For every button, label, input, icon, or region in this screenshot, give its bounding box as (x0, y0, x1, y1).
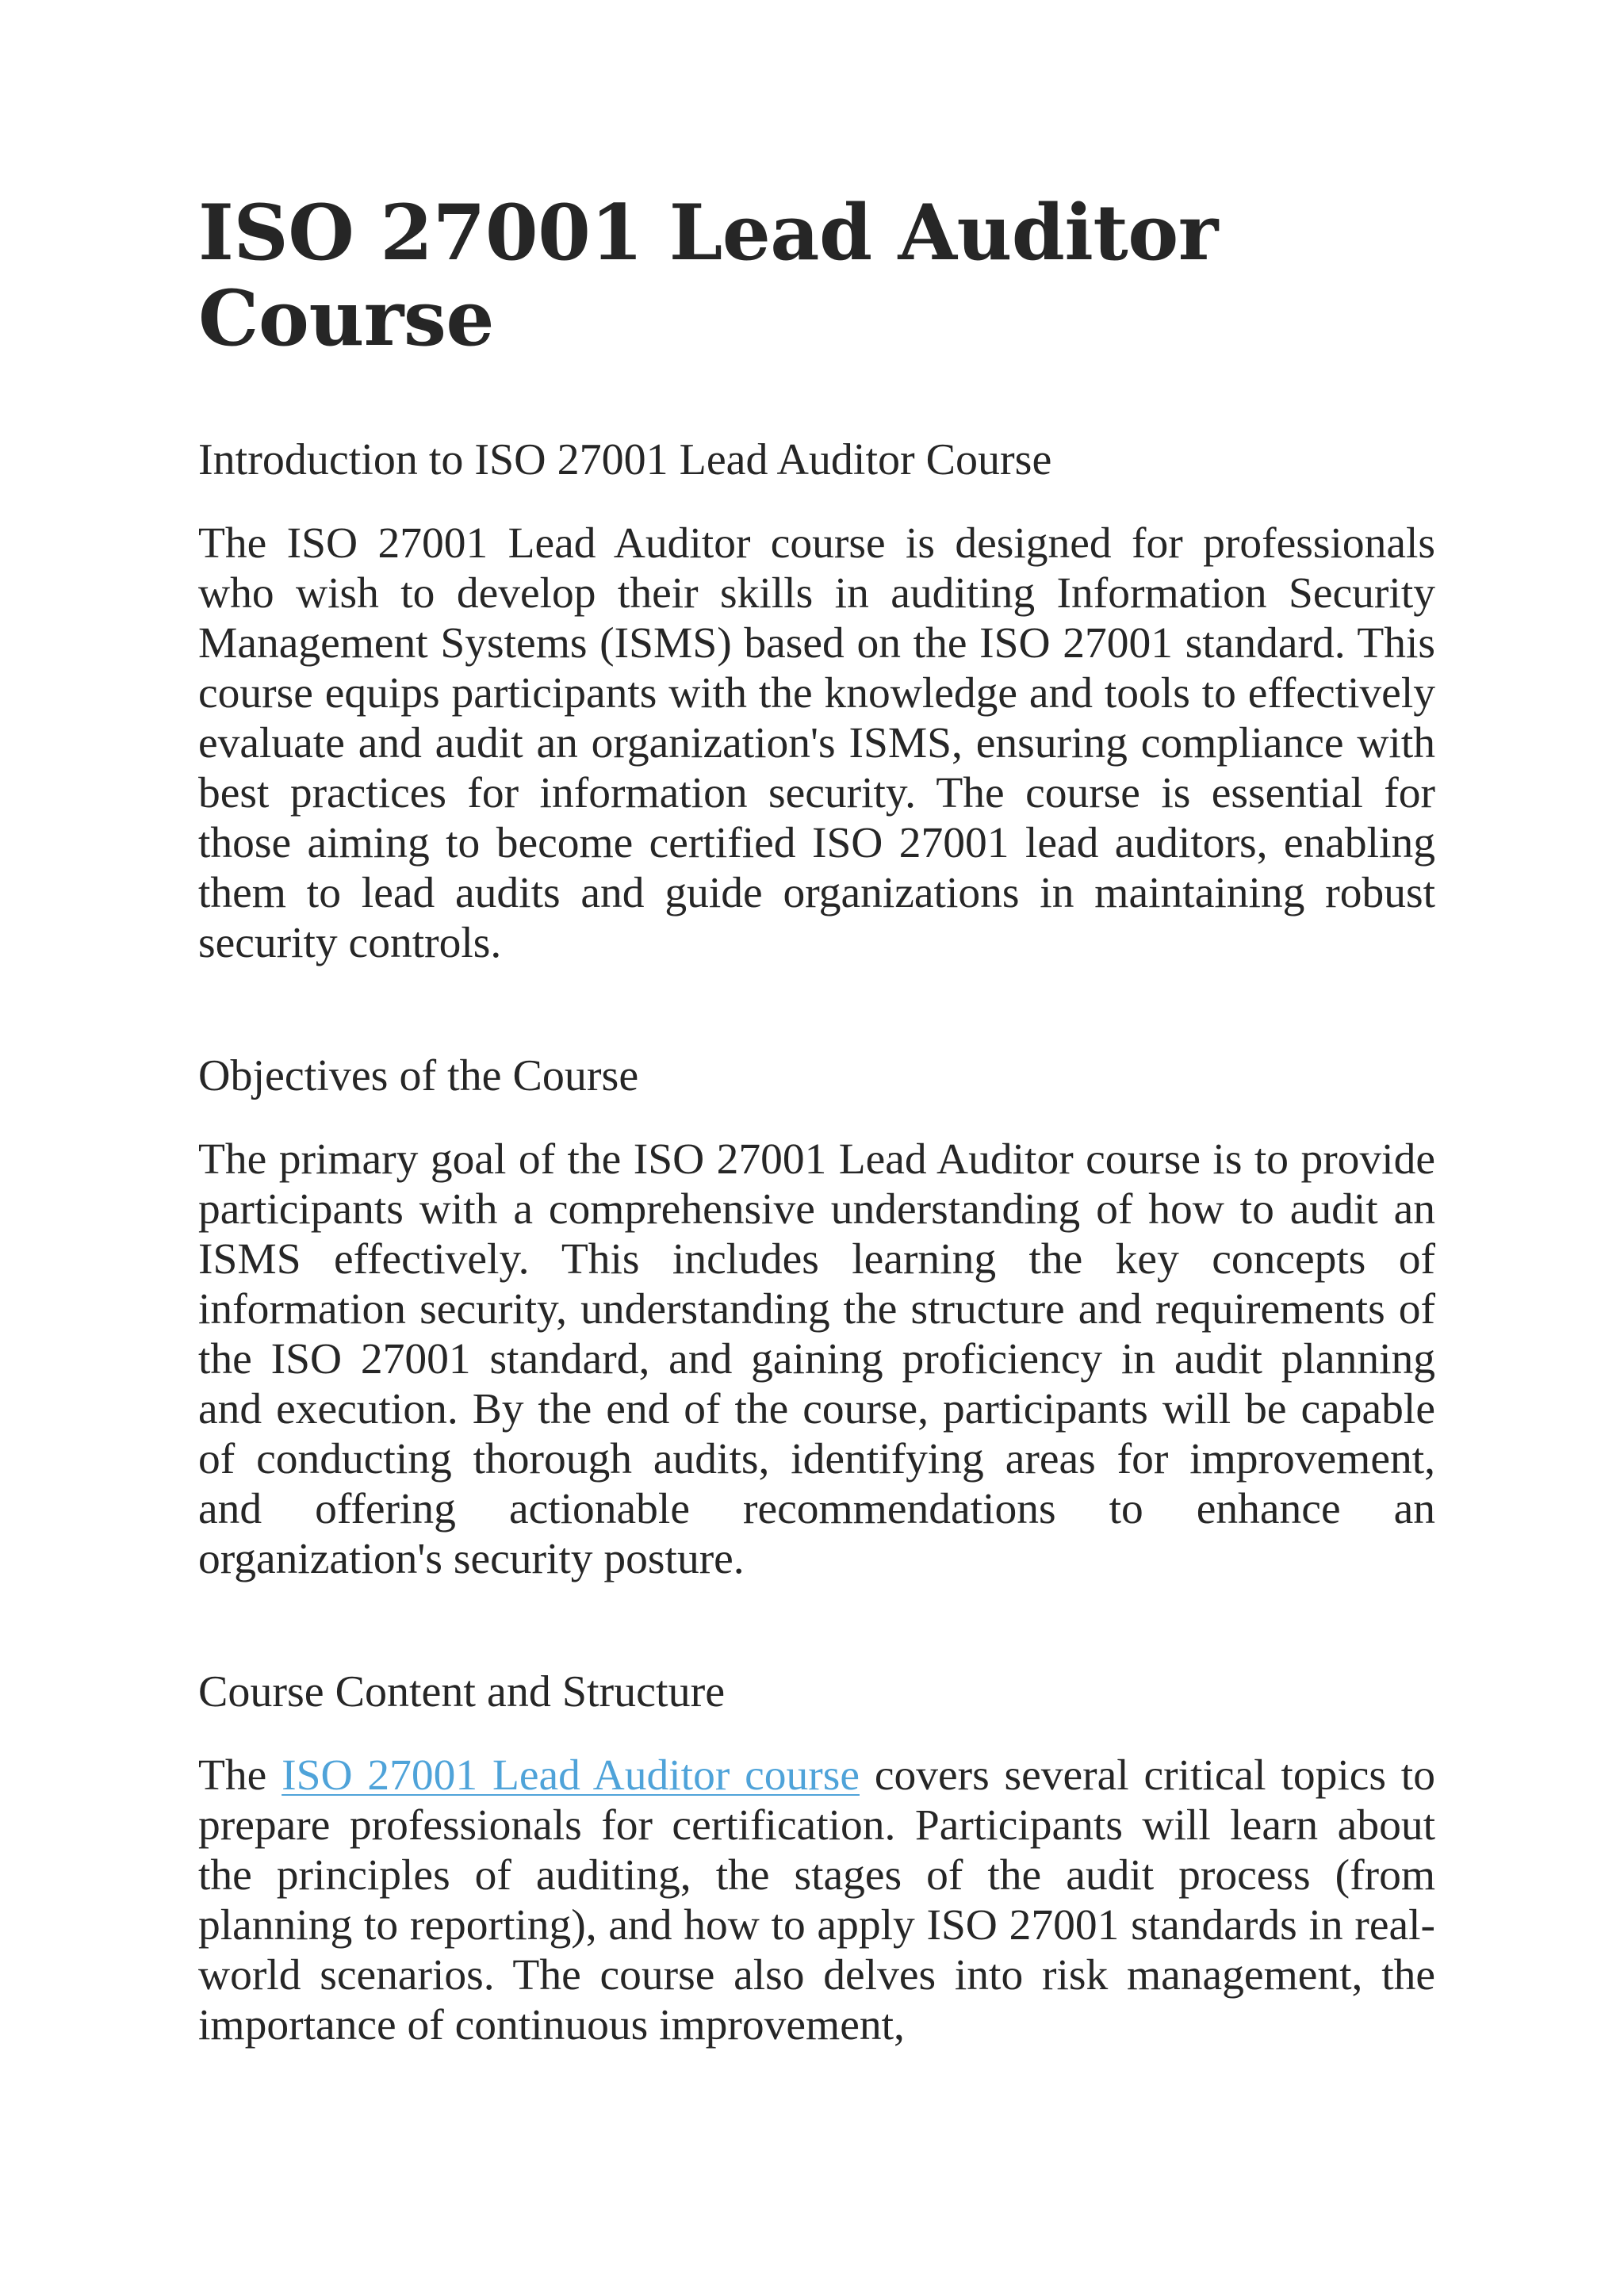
paragraph-prefix: The (198, 1751, 282, 1800)
section-heading-content: Course Content and Structure (198, 1667, 726, 1716)
page-title: ISO 27001 Lead Auditor Course (198, 188, 1218, 363)
paragraph-suffix: covers several critical topics to prepare professionals for certification. Participants will learn about the principles of auditing, the stages of the audit process (from planning to reporting), and how to apply ISO 27001 standards in real-world scenarios. The course also delves into risk management, the importance of continuous improvement, (198, 1751, 1435, 2049)
section-paragraph-objectives: The primary goal of the ISO 27001 Lead Auditor course is to provide participants with a comprehensive understanding of how to audit an ISMS effectively. This includes learning the key concepts of information security, understanding the structure and requirements of the ISO 27001 standard, and gaining proficiency in audit planning and execution. By the end of the course, participants will be capable of conducting thorough audits, identifying areas for improvement, and offering actionable recommendations to enhance an organization's security posture. (198, 1135, 1435, 1583)
section-heading-introduction: Introduction to ISO 27001 Lead Auditor Course (198, 435, 1052, 484)
section-paragraph-content (198, 1751, 1435, 2050)
section-heading-objectives: Objectives of the Course (198, 1051, 639, 1100)
course-link[interactable]: ISO 27001 Lead Auditor course (282, 1751, 860, 1800)
document-page (198, 190, 1435, 2050)
section-paragraph-introduction: The ISO 27001 Lead Auditor course is designed for professionals who wish to develop their skills in auditing Information Security Management Systems (ISMS) based on the ISO 27001 standard. This course equips participants with the knowledge and tools to effectively evaluate and audit an organization's ISMS, ensuring compliance with best practices for information security. The course is essential for those aiming to become certified ISO 27001 lead auditors, enabling them to lead audits and guide organizations in maintaining robust security controls. (198, 519, 1435, 967)
